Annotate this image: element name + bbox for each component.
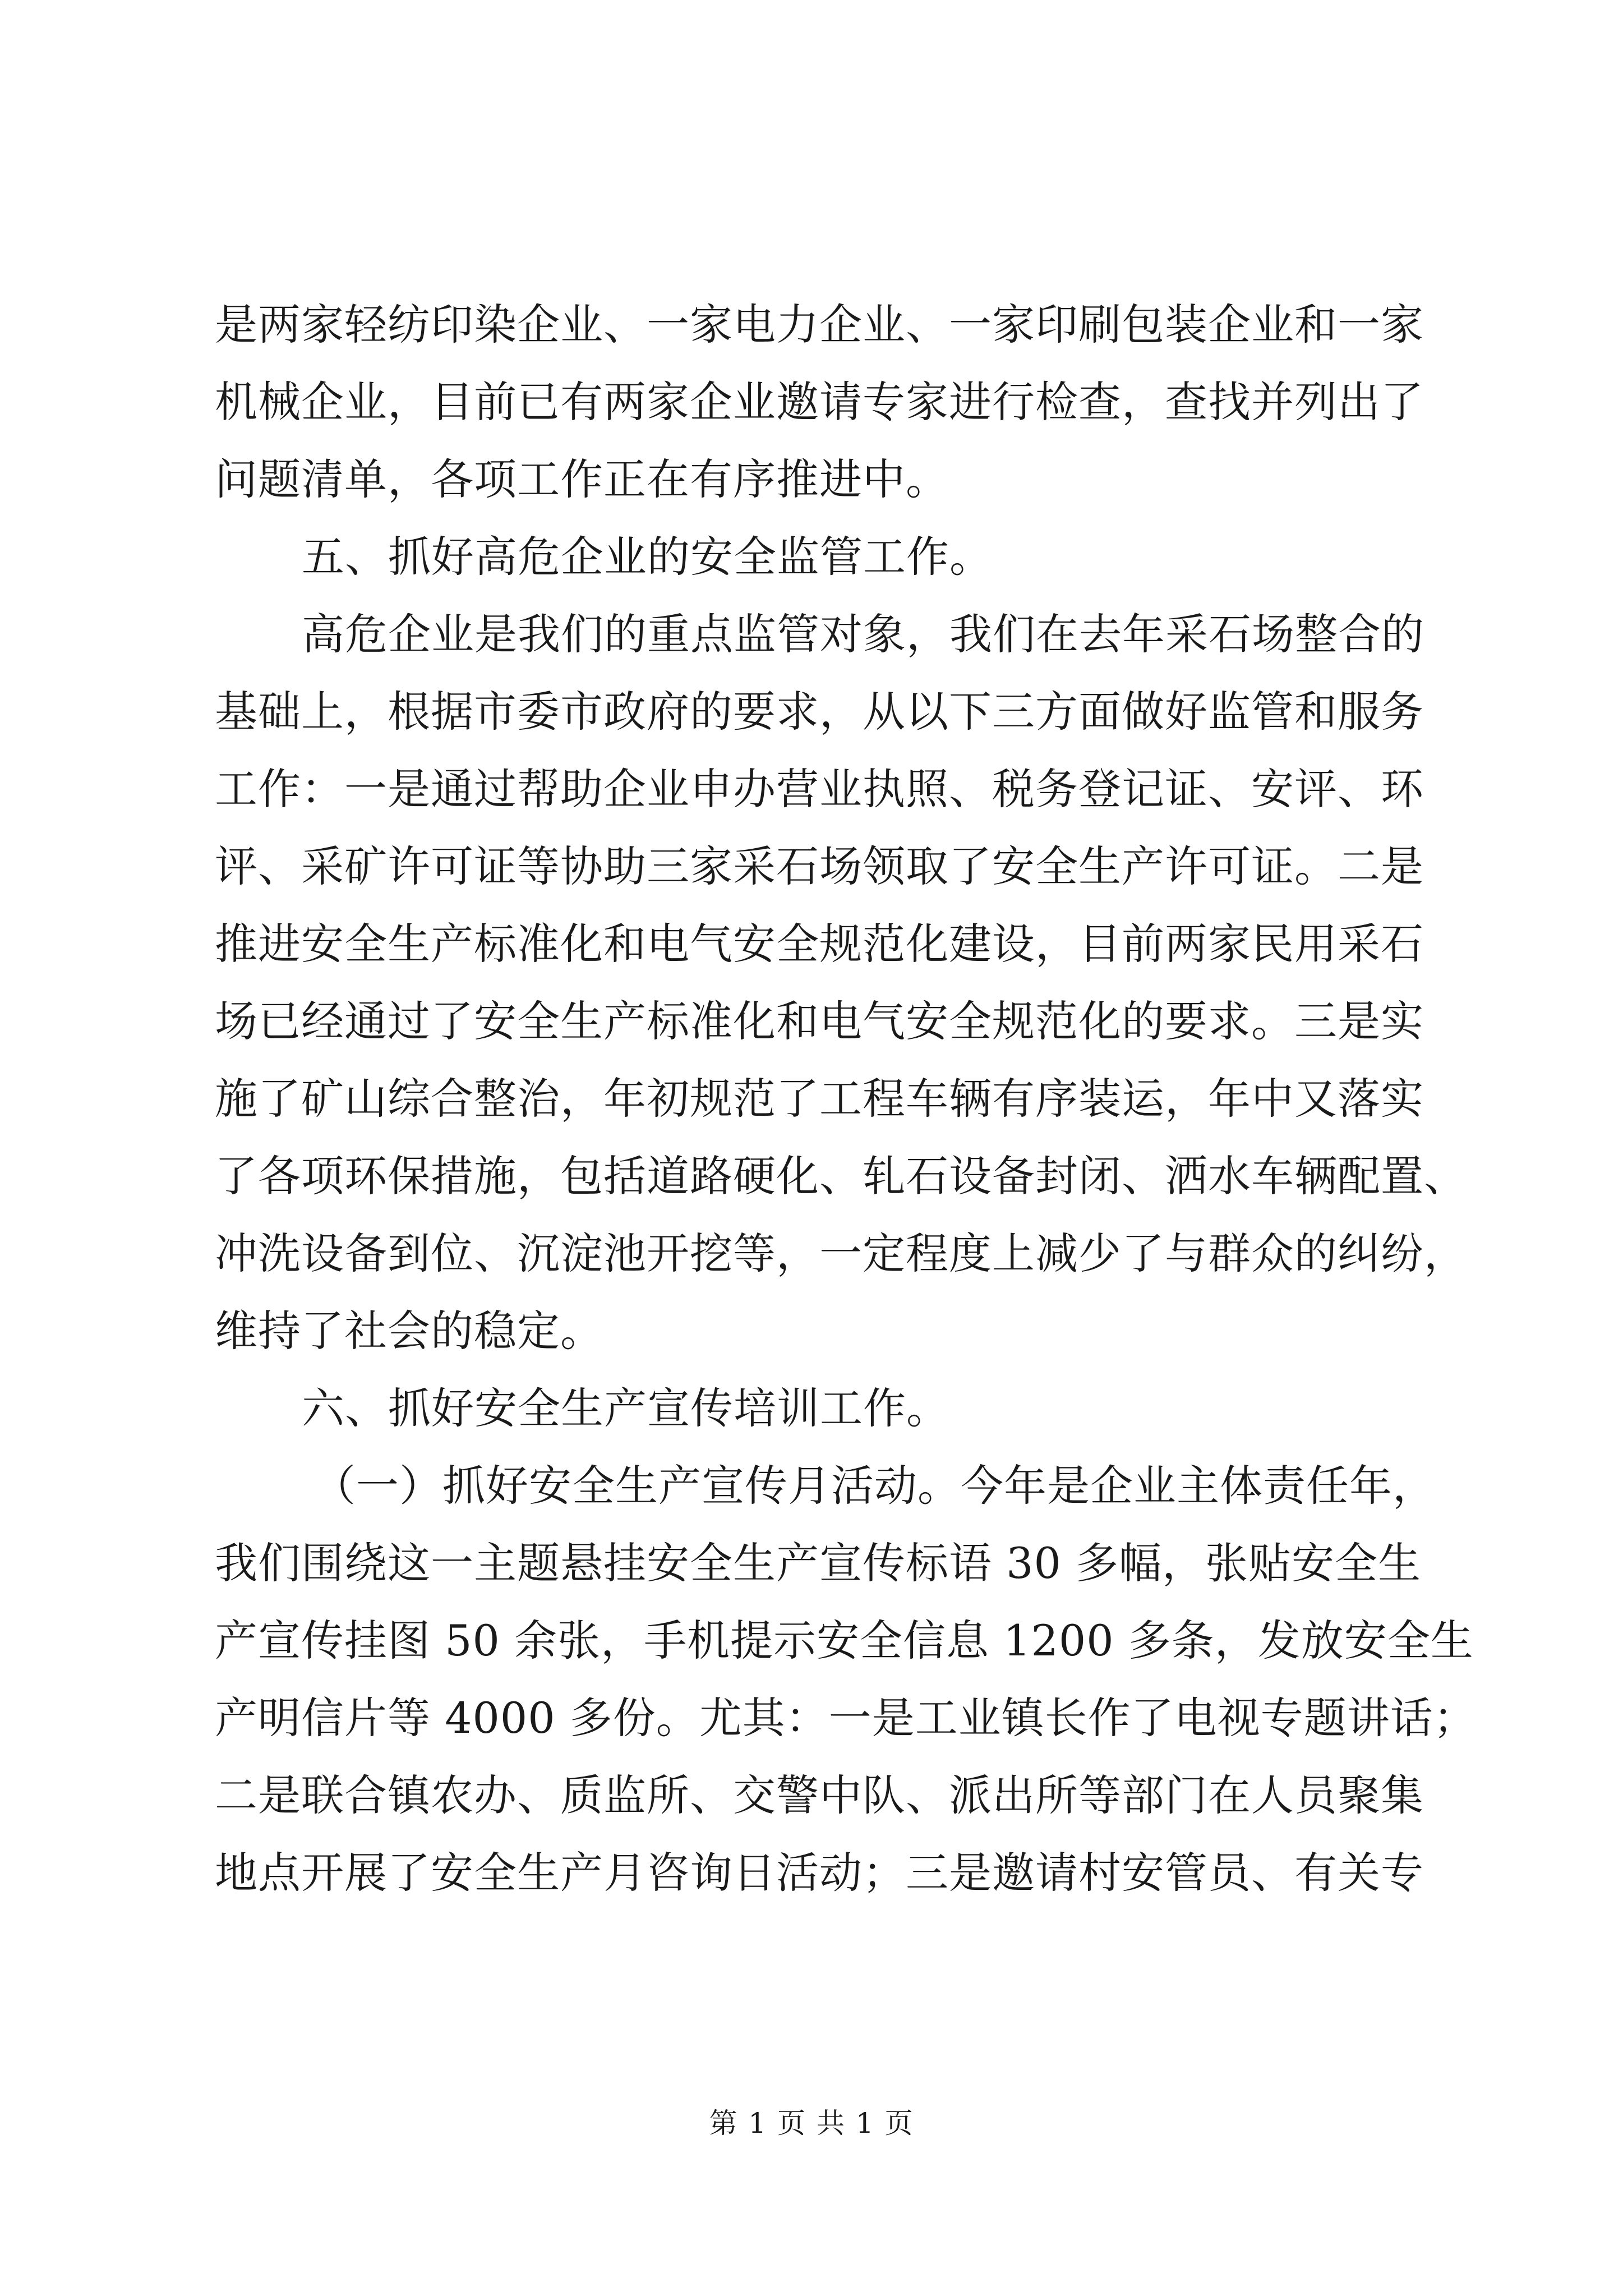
text-line: 我们围绕这一主题悬挂安全生产宣传标语 30 多幅，张贴安全生: [215, 1538, 1422, 1588]
text-line: 了各项环保措施，包括道路硬化、轧石设备封闭、洒水车辆配置、: [215, 1151, 1467, 1201]
text-line: 工作：一是通过帮助企业申办营业执照、税务登记证、安评、环: [215, 764, 1424, 814]
page-number-footer: 第 1 页 共 1 页: [709, 2107, 914, 2139]
section-heading-5: 五、抓好高危企业的安全监管工作。: [302, 532, 993, 582]
text-line: 推进安全生产标准化和电气安全规范化建设，目前两家民用采石: [215, 919, 1424, 969]
text-line: 基础上，根据市委市政府的要求，从以下三方面做好监管和服务: [215, 687, 1424, 737]
document-body: [215, 286, 1477, 1912]
text-line: 是两家轻纺印染企业、一家电力企业、一家印刷包装企业和一家: [215, 300, 1424, 349]
subsection-heading-1: （一）抓好安全生产宣传月活动。今年是企业主体责任年，: [313, 1461, 1436, 1511]
text-line: 维持了社会的稳定。: [215, 1306, 603, 1356]
text-line: 评、采矿许可证等协助三家采石场领取了安全生产许可证。二是: [215, 841, 1424, 891]
text-line: 场已经通过了安全生产标准化和电气安全规范化的要求。三是实: [215, 996, 1424, 1046]
text-line: 机械企业，目前已有两家企业邀请专家进行检查，查找并列出了: [215, 377, 1424, 427]
text-line: 二是联合镇农办、质监所、交警中队、派出所等部门在人员聚集: [215, 1770, 1424, 1820]
text-line: 高危企业是我们的重点监管对象，我们在去年采石场整合的: [302, 609, 1424, 659]
text-line: 地点开展了安全生产月咨询日活动；三是邀请村安管员、有关专: [215, 1848, 1424, 1898]
text-line: 问题清单，各项工作正在有序推进中。: [215, 454, 949, 504]
text-line: 冲洗设备到位、沉淀池开挖等，一定程度上减少了与群众的纠纷，: [215, 1228, 1467, 1278]
text-line: 施了矿山综合整治，年初规范了工程车辆有序装运，年中又落实: [215, 1074, 1424, 1124]
section-heading-6: 六、抓好安全生产宣传培训工作。: [302, 1383, 949, 1433]
text-line: 产明信片等 4000 多份。尤其：一是工业镇长作了电视专题讲话；: [215, 1693, 1477, 1743]
text-line: 产宣传挂图 50 余张，手机提示安全信息 1200 多条，发放安全生: [215, 1616, 1474, 1665]
